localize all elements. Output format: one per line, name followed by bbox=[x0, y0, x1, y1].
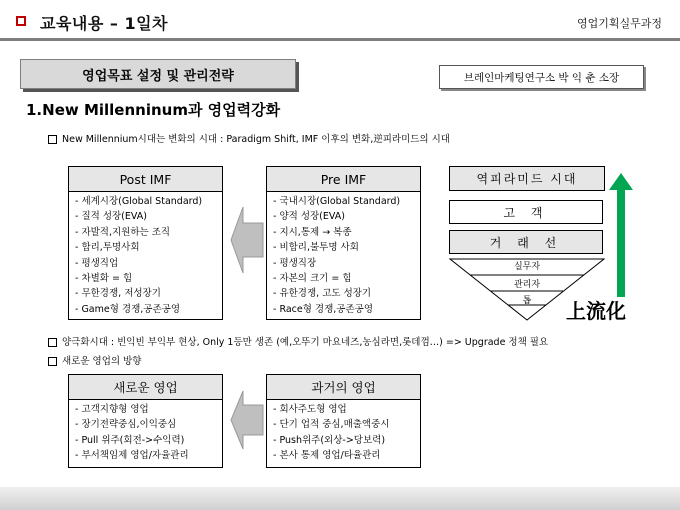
post-imf-title: Post IMF bbox=[69, 167, 222, 192]
list-item: - 양적 성장(EVA) bbox=[273, 211, 345, 223]
pre-imf-title: Pre IMF bbox=[267, 167, 420, 192]
course-name: 영업기획실무과정 bbox=[576, 17, 662, 30]
page-title: 교육내용 – 1일차 bbox=[40, 14, 169, 33]
list-item: - 평생직업 bbox=[75, 257, 119, 269]
bullet-item bbox=[48, 131, 450, 145]
list-item: - 평생직장 bbox=[273, 257, 317, 269]
list-item: - 회사주도형 영업 bbox=[273, 404, 347, 415]
pyramid-level-dealer: 거 래 선 bbox=[449, 230, 603, 254]
new-sales-title: 새로운 영업 bbox=[69, 375, 222, 400]
section-title: 1.New Millenninum과 영업력강화 bbox=[26, 101, 281, 119]
list-item: - Race형 경쟁,공존공영 bbox=[273, 303, 374, 315]
bullet-item bbox=[48, 334, 548, 348]
left-arrow-icon bbox=[229, 389, 265, 451]
pyramid-level-top: 톱 bbox=[522, 296, 532, 306]
footer-band bbox=[0, 487, 680, 510]
pre-imf-list bbox=[267, 192, 420, 319]
new-sales-box bbox=[68, 374, 223, 468]
list-item: - Pull 위주(회전->수익력) bbox=[75, 434, 185, 446]
left-arrow-icon bbox=[229, 205, 265, 275]
header-bullet-icon bbox=[16, 16, 26, 26]
header-divider bbox=[0, 38, 680, 41]
pyramid-level-customer: 고 객 bbox=[449, 200, 603, 224]
new-sales-list bbox=[69, 400, 222, 466]
list-item: - Game형 경쟁,공존공영 bbox=[75, 303, 181, 315]
list-item: - 부서책임제 영업/자율관리 bbox=[75, 450, 189, 462]
upflow-label: 上流化 bbox=[566, 299, 626, 323]
post-imf-list bbox=[69, 192, 222, 319]
up-arrow-icon bbox=[608, 172, 634, 298]
list-item: - 차별화 = 힘 bbox=[75, 273, 133, 285]
list-item: - 국내시장(Global Standard) bbox=[273, 196, 401, 207]
checkbox-square-icon bbox=[48, 135, 57, 144]
list-item: - 무한경쟁, 저성장기 bbox=[75, 288, 161, 300]
post-imf-box bbox=[68, 166, 223, 320]
checkbox-square-icon bbox=[48, 357, 57, 366]
list-item: - Push위주(외상->당보력) bbox=[273, 434, 386, 446]
list-item: - 자본의 크기 = 힘 bbox=[273, 273, 352, 285]
list-item: - 합리,투명사회 bbox=[75, 242, 140, 254]
list-item: - 고객지향형 영업 bbox=[75, 404, 149, 415]
old-sales-title: 과거의 영업 bbox=[267, 375, 420, 400]
author-label: 브레인마케팅연구소 박 익 춘 소장 bbox=[439, 65, 644, 89]
list-item: - 질적 성장(EVA) bbox=[75, 211, 147, 223]
bullet-text: 양극화시대 : 빈익빈 부익부 현상, Only 1등만 생존 (예,오뚜기 마요네즈,농심라면,롯데껌…) => Upgrade 정책 필요 bbox=[62, 337, 549, 348]
list-item: - 장기전략중심,이익중심 bbox=[75, 419, 177, 431]
old-sales-box bbox=[266, 374, 421, 468]
list-item: - 본사 통제 영업/타율관리 bbox=[273, 450, 381, 462]
topic-banner: 영업목표 설정 및 관리전략 bbox=[20, 59, 296, 89]
pyramid-level-staff: 실무자 bbox=[513, 262, 541, 272]
bullet-item bbox=[48, 353, 141, 367]
list-item: - 단기 업적 중심,매출액중시 bbox=[273, 419, 390, 431]
list-item: - 지시,통제 → 복종 bbox=[273, 226, 352, 238]
bullet-text: 새로운 영업의 방향 bbox=[62, 356, 142, 367]
list-item: - 비합리,불투명 사회 bbox=[273, 242, 359, 254]
old-sales-list bbox=[267, 400, 420, 466]
pyramid-level-manager: 관리자 bbox=[513, 280, 541, 290]
list-item: - 자발적,지원하는 조직 bbox=[75, 226, 171, 238]
pyramid-title: 역피라미드 시대 bbox=[449, 166, 605, 191]
bullet-text: New Millennium시대는 변화의 시대 : Paradigm Shift, IMF 이후의 변화,逆피라미드의 시대 bbox=[62, 134, 450, 145]
list-item: - 세계시장(Global Standard) bbox=[75, 196, 203, 207]
pre-imf-box bbox=[266, 166, 421, 320]
list-item: - 유한경쟁, 고도 성장기 bbox=[273, 288, 372, 300]
checkbox-square-icon bbox=[48, 338, 57, 347]
